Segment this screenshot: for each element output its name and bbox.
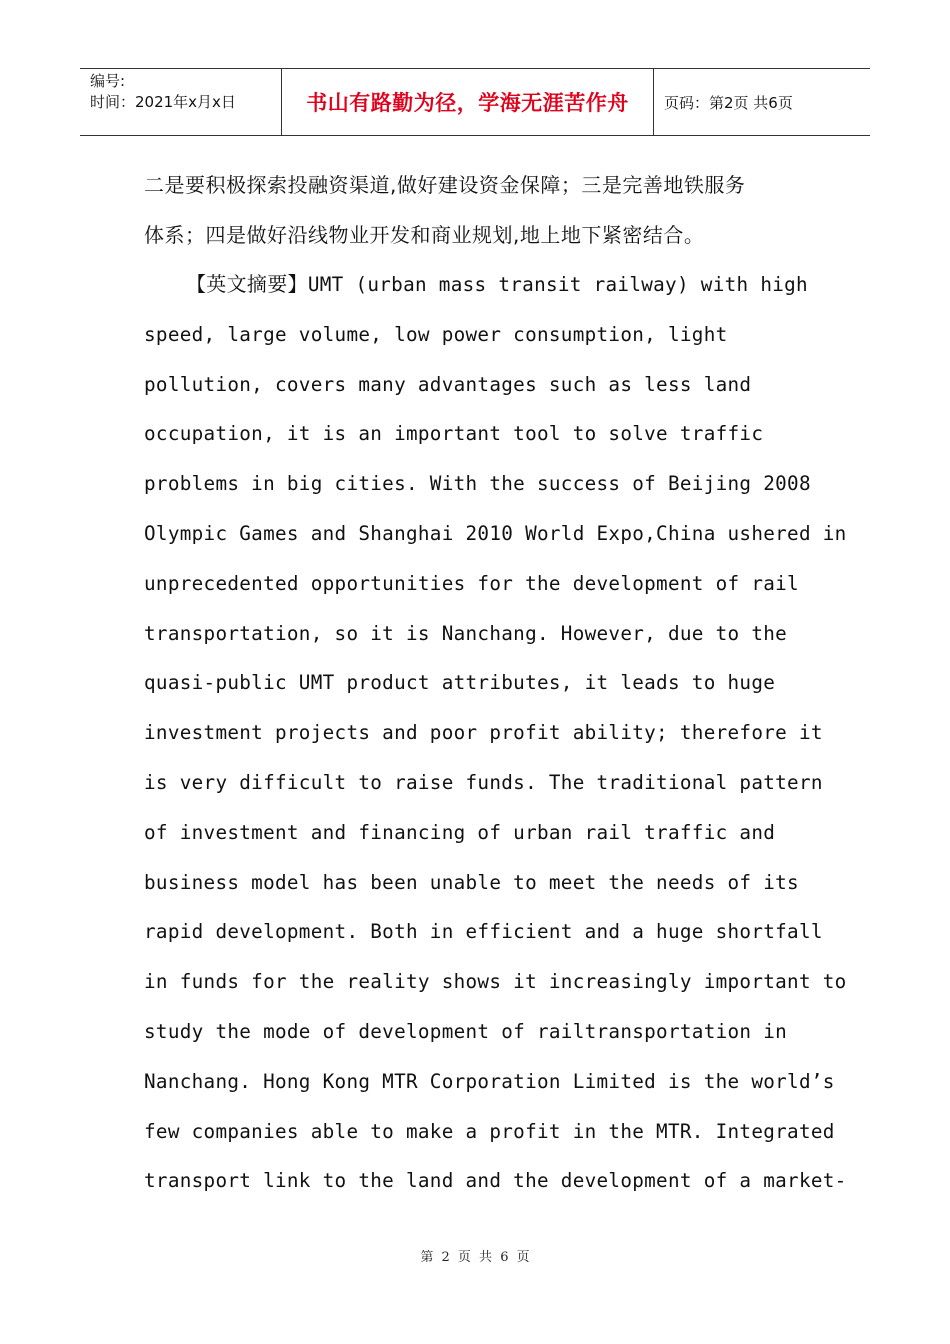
english-abstract-line: study the mode of development of railtransportation in xyxy=(144,1019,788,1043)
header-motto: 书山有路勤为径，学海无涯苦作舟 xyxy=(282,69,654,135)
english-abstract-text: UMT (urban mass transit railway) with high xyxy=(307,273,808,296)
english-abstract-line: rapid development. Both in efficient and a huge shortfall xyxy=(144,920,823,944)
page-footer: 第 2 页 共 6 页 xyxy=(420,1250,530,1265)
header-page-number: 页码：第2页 共6页 xyxy=(664,93,793,112)
english-abstract-line: Olympic Games and Shanghai 2010 World Expo,China ushered in xyxy=(144,521,847,545)
english-abstract-line: pollution, covers many advantages such as less land xyxy=(144,372,752,396)
english-abstract-line: transport link to the land and the development of a market- xyxy=(144,1169,847,1193)
body-cn-line: 二是要积极探索投融资渠道,做好建设资金保障；三是完善地铁服务 xyxy=(144,173,746,197)
english-abstract-line: Nanchang. Hong Kong MTR Corporation Limited is the world’s xyxy=(144,1069,835,1093)
english-abstract-line: few companies able to make a profit in the MTR. Integrated xyxy=(144,1119,835,1143)
document-time-label: 时间：2021年x月x日 xyxy=(90,93,236,111)
body-cn-line: 体系；四是做好沿线物业开发和商业规划,地上地下紧密结合。 xyxy=(144,223,705,247)
document-body xyxy=(144,160,847,1206)
english-abstract-label: 【英文摘要】 xyxy=(186,272,308,296)
english-abstract-line: occupation, it is an important tool to solve traffic xyxy=(144,422,764,446)
english-abstract-line: of investment and financing of urban rail traffic and xyxy=(144,820,776,844)
english-abstract-first-line xyxy=(144,260,809,310)
english-abstract-line: is very difficult to raise funds. The traditional pattern xyxy=(144,770,823,794)
english-abstract-line: in funds for the reality shows it increasingly important to xyxy=(144,970,847,994)
header-meta xyxy=(80,69,282,135)
english-abstract-line: unprecedented opportunities for the development of rail xyxy=(144,571,799,595)
document-number-label: 编号: xyxy=(90,72,126,90)
english-abstract-line: investment projects and poor profit ability; therefore it xyxy=(144,721,823,745)
english-abstract-line: transportation, so it is Nanchang. However, due to the xyxy=(144,621,788,645)
page-header xyxy=(80,68,870,136)
english-abstract-line: business model has been unable to meet the needs of its xyxy=(144,870,799,894)
english-abstract-line: speed, large volume, low power consumption, light xyxy=(144,322,728,346)
english-abstract-line: problems in big cities. With the success of Beijing 2008 xyxy=(144,472,811,496)
english-abstract-line: quasi-public UMT product attributes, it leads to huge xyxy=(144,671,776,695)
